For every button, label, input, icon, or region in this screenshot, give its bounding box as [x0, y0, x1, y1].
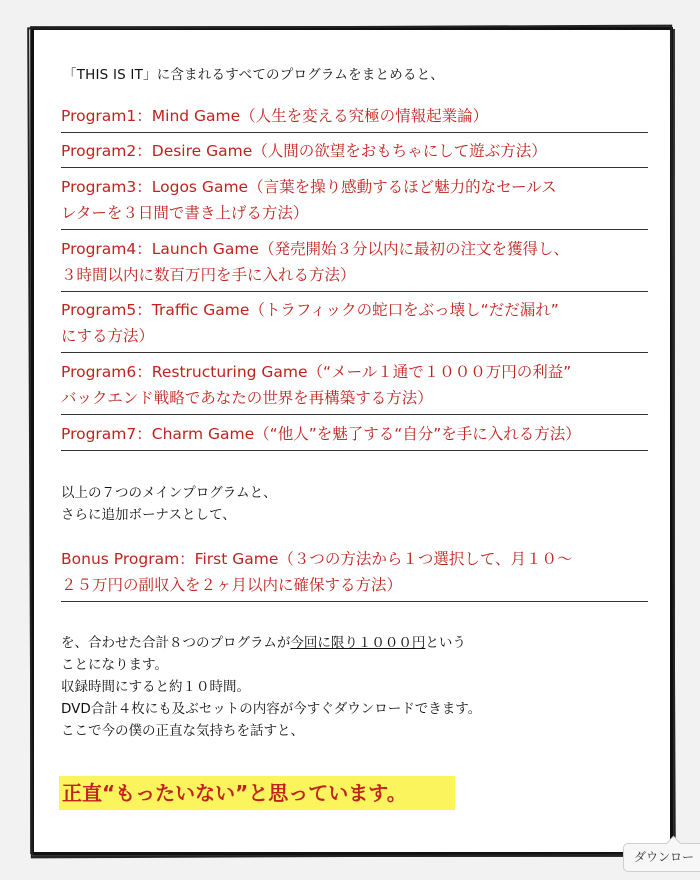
mid-line: 以上の７つのメインプログラムと、: [61, 485, 277, 501]
program-item: [61, 138, 648, 168]
program-line: レターを３日間で書き上げる方法）: [61, 204, 309, 222]
content-frame: [31, 27, 673, 855]
program-item: [61, 421, 648, 451]
program-line: Program1：Mind Game（人生を変える究極の情報起業論）: [61, 107, 489, 125]
closing-line: ことになります。: [61, 657, 168, 673]
mid-paragraph: [61, 482, 277, 526]
closing-line-1: [61, 632, 481, 654]
program-item: [61, 297, 648, 353]
closing-line: 収録時間にすると約１０時間。: [61, 679, 250, 695]
closing-text: という: [425, 635, 466, 651]
closing-line: DVD合計４枚にも及ぶセットの内容が今すぐダウンロードできます。: [61, 701, 482, 717]
program-line: バックエンド戦略であなたの世界を再構築する方法）: [61, 389, 433, 407]
program-line: Program6：Restructuring Game（“メール１通で１０００万円の利益”: [61, 363, 572, 381]
program-item: [61, 174, 648, 230]
program-line: ３時間以内に数百万円を手に入れる方法）: [61, 266, 356, 284]
bonus-program: [61, 546, 648, 602]
price-underline: 今回に限り１０００円: [290, 635, 426, 651]
closing-text: を、合わせた合計８つのプログラムが: [61, 635, 291, 651]
program-line: Program2：Desire Game（人間の欲望をおもちゃにして遊ぶ方法）: [61, 142, 547, 160]
highlight-statement: 正直“もったいない”と思っています。: [59, 776, 455, 810]
program-line: Program5：Traffic Game（トラフィックの蛇口をぶっ壊し“だだ漏れ”: [61, 301, 559, 319]
program-line: Program3：Logos Game（言葉を操り感動するほど魅力的なセールス: [61, 178, 557, 196]
bonus-line: Bonus Program：First Game（３つの方法から１つ選択して、月１０～: [61, 550, 573, 568]
program-line: Program7：Charm Game（“他人”を魅了する“自分”を手に入れる方法）: [61, 425, 581, 443]
closing-paragraph: [61, 632, 481, 742]
download-tooltip[interactable]: ダウンロー: [623, 843, 700, 872]
program-item: [61, 236, 648, 292]
closing-line: ここで今の僕の正直な気持ちを話すと、: [61, 723, 304, 739]
bonus-line: ２５万円の副収入を２ヶ月以内に確保する方法）: [61, 576, 403, 594]
program-item: [61, 359, 648, 415]
program-line: Program4：Launch Game（発売開始３分以内に最初の注文を獲得し、: [61, 240, 569, 258]
program-line: にする方法）: [61, 327, 155, 345]
mid-line: さらに追加ボーナスとして、: [61, 507, 236, 523]
program-item: [61, 103, 648, 133]
intro-text: 「THIS IS IT」に含まれるすべてのプログラムをまとめると、: [63, 67, 445, 83]
